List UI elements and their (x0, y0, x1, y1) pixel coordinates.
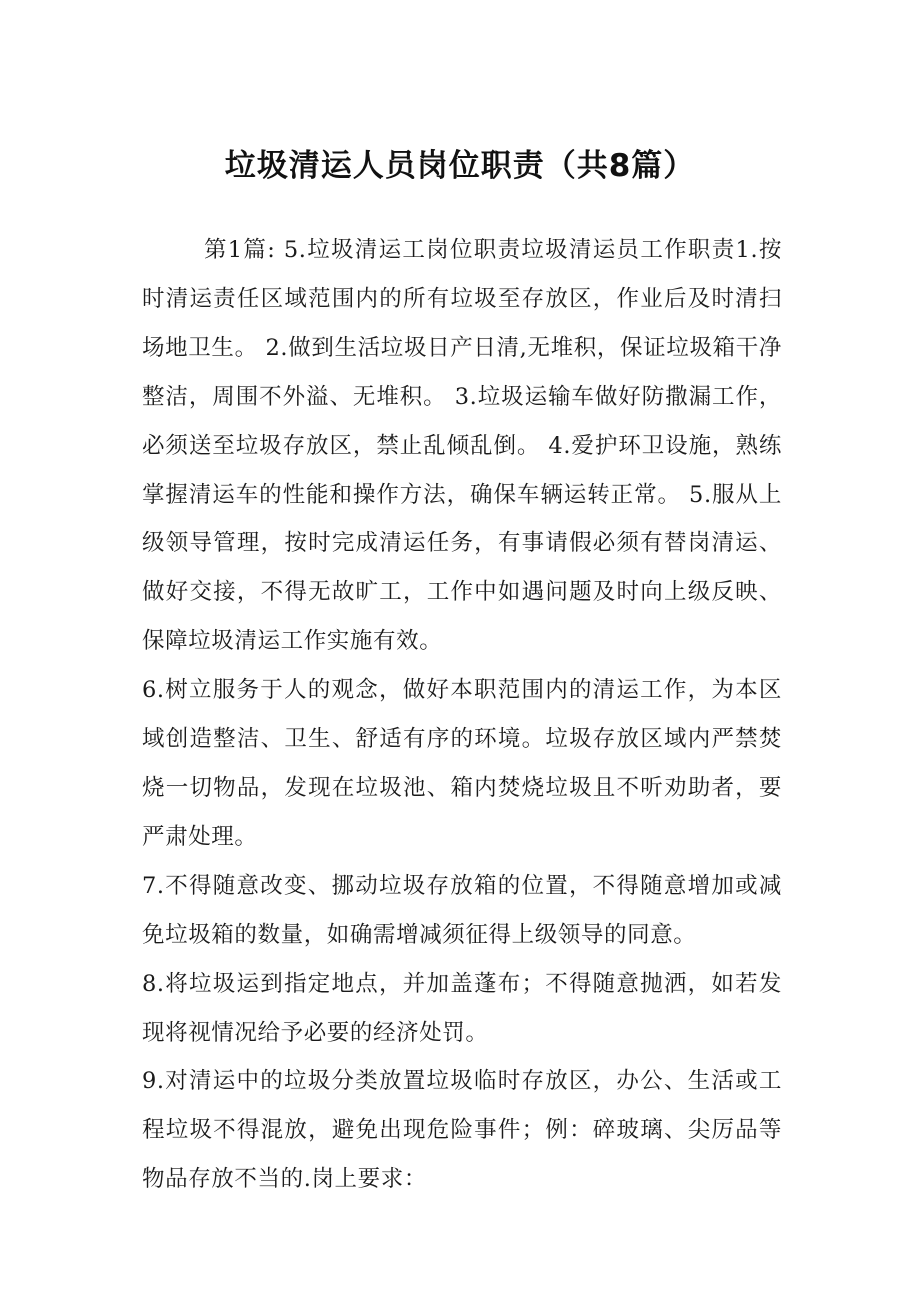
paragraph-2: 6.树立服务于人的观念，做好本职范围内的清运工作，为本区域创造整洁、卫生、舒适有序的环境。垃圾存放区域内严禁焚烧一切物品，发现在垃圾池、箱内焚烧垃圾且不听劝助者，要严肃处理。 (142, 677, 782, 850)
paragraph-5: 9.对清运中的垃圾分类放置垃圾临时存放区，办公、生活或工程垃圾不得混放，避免出现危险事件；例：碎玻璃、尖厉品等物品存放不当的.岗上要求： (142, 1068, 782, 1193)
paragraph-1: 第1篇: 5.垃圾清运工岗位职责垃圾清运员工作职责1.按时清运责任区域范围内的所有垃圾至存放区，作业后及时清扫场地卫生。 2.做到生活垃圾日产日清,无堆积，保证垃圾箱干净整洁，周围不外溢、无堆积。 3.垃圾运输车做好防撒漏工作，必须送至垃圾存放区，禁止乱倾乱倒。 4.爱护环卫设施，熟练掌握清运车的性能和操作方法，确保车辆运转正常。 5.服从上级领导管理，按时完成清运任务，有事请假必须有替岗清运、做好交接，不得无故旷工，工作中如遇问题及时向上级反映、保障垃圾清运工作实施有效。 (142, 237, 782, 655)
document-title: 垃圾清运人员岗位职责（共8篇） (224, 148, 696, 184)
paragraph-3: 7.不得随意改变、挪动垃圾存放箱的位置，不得随意增加或减免垃圾箱的数量，如确需增减须征得上级领导的同意。 (142, 872, 782, 948)
paragraph-4: 8.将垃圾运到指定地点，并加盖蓬布；不得随意抛洒，如若发现将视情况给予必要的经济处罚。 (142, 970, 782, 1046)
document-body (142, 226, 782, 1204)
